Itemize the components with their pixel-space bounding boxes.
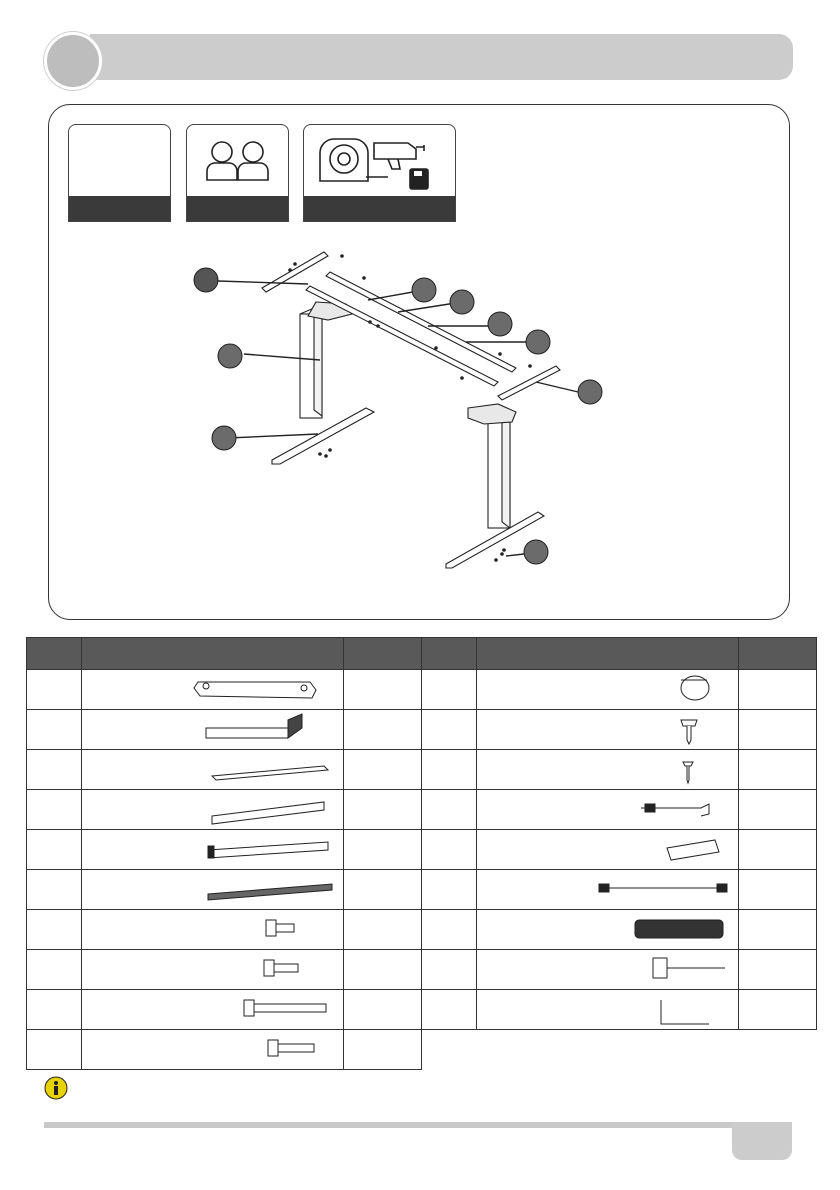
crossbar-icon xyxy=(82,790,344,830)
cable-clip-icon xyxy=(477,950,739,990)
page-number-box xyxy=(732,1122,792,1160)
callout-2 xyxy=(412,278,436,302)
footer-bar xyxy=(44,1122,744,1128)
top-right-bracket xyxy=(498,366,560,400)
right-leg xyxy=(468,404,516,528)
col-no-left xyxy=(27,638,82,670)
table-row xyxy=(27,830,817,870)
side-bracket-icon xyxy=(82,710,344,750)
callout-7 xyxy=(578,380,602,404)
bolt-long-icon xyxy=(82,990,344,1030)
table-row xyxy=(27,990,817,1030)
section-header-bar xyxy=(90,34,793,80)
table-row xyxy=(27,750,817,790)
callout-9 xyxy=(524,540,548,564)
col-qty-left xyxy=(344,638,422,670)
foot-bar-icon xyxy=(82,750,344,790)
top-left-bracket xyxy=(262,252,328,292)
desk-frame-exploded-view xyxy=(48,104,788,618)
power-cable-icon xyxy=(477,790,739,830)
callout-5 xyxy=(526,330,550,354)
col-part-left xyxy=(82,638,344,670)
table-row xyxy=(27,910,817,950)
callout-1 xyxy=(194,268,218,292)
bolt-medium-icon xyxy=(82,950,344,990)
callout-6 xyxy=(218,344,242,368)
control-box-icon xyxy=(477,830,739,870)
sleeve-icon xyxy=(477,670,739,710)
allen-key-icon xyxy=(477,990,739,1030)
table-row xyxy=(27,790,817,830)
callout-leaders xyxy=(218,281,578,556)
table-row xyxy=(27,710,817,750)
screw-small-icon xyxy=(477,750,739,790)
left-leg xyxy=(300,302,352,418)
lifting-bracket-icon xyxy=(82,670,344,710)
table-row xyxy=(27,870,817,910)
info-icon xyxy=(44,1076,68,1100)
table-header-row xyxy=(27,638,817,670)
col-qty-right xyxy=(739,638,817,670)
long-rail-icon xyxy=(82,870,344,910)
callout-8 xyxy=(212,426,236,450)
extension-cable-icon xyxy=(477,870,739,910)
screw-large-icon xyxy=(477,710,739,750)
handset-icon xyxy=(477,910,739,950)
table-row xyxy=(27,670,817,710)
col-no-right xyxy=(422,638,477,670)
table-row xyxy=(27,950,817,990)
col-part-right xyxy=(477,638,739,670)
callout-3 xyxy=(450,290,474,314)
step-number-badge xyxy=(44,32,102,90)
parts-table xyxy=(26,637,817,1070)
table-row xyxy=(27,1030,817,1070)
bolt-extra-icon xyxy=(82,1030,344,1070)
bolt-short-icon xyxy=(82,910,344,950)
callout-4 xyxy=(488,312,512,336)
inner-crossbar-icon xyxy=(82,830,344,870)
